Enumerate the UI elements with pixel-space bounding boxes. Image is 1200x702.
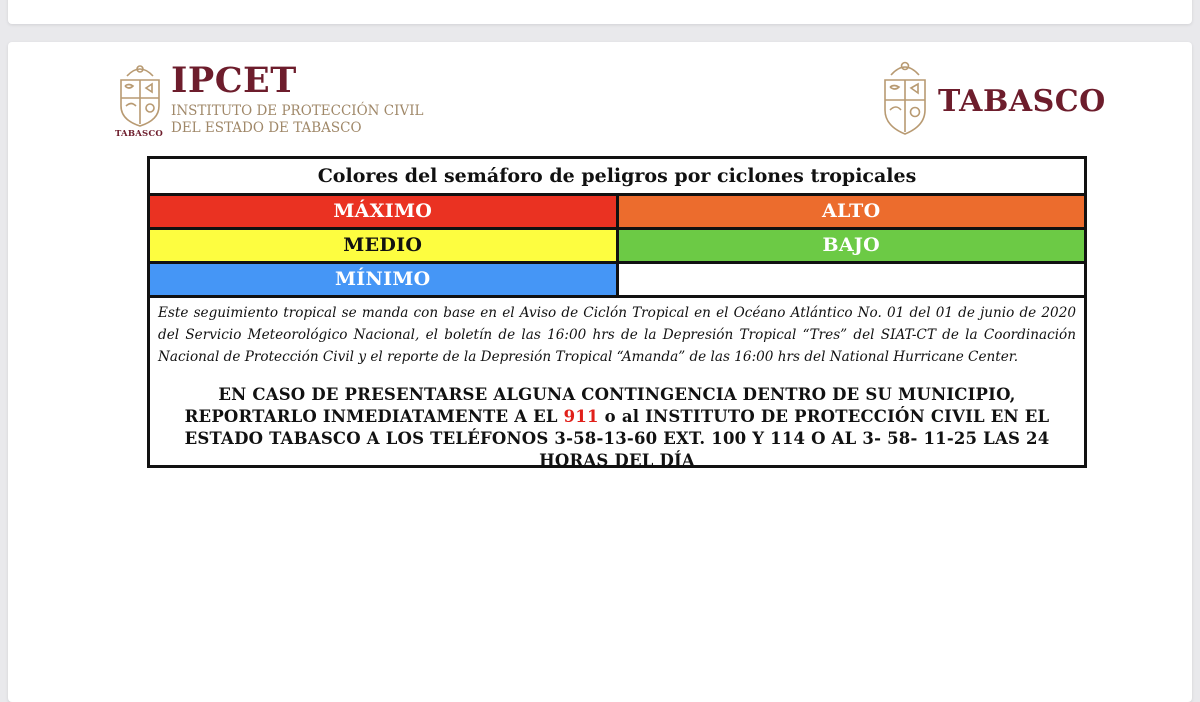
level-medio: MEDIO <box>150 230 619 261</box>
ipcet-logo <box>113 62 443 142</box>
level-alto: ALTO <box>619 196 1085 227</box>
tabasco-coat-of-arms-icon <box>878 58 932 136</box>
crest-caption: TABASCO <box>115 129 163 139</box>
ipcet-subtitle-line1: INSTITUTO DE PROTECCIÓN CIVIL <box>171 103 424 119</box>
tabasco-logo <box>878 58 1106 138</box>
alert-text-part2: o al INSTITUTO DE PROTECCIÓN CIVIL EN EL ESTADO TABASCO A LOS TELÉFONOS 3-58-13-60 EXT. 100 Y 114 O AL 3- 58- 11-25 LAS 24 HORAS DEL DÍA <box>184 407 1050 470</box>
hazard-legend-table <box>147 156 1087 468</box>
level-bajo: BAJO <box>619 230 1085 261</box>
legend-title: Colores del semáforo de peligros por ciclones tropicales <box>150 159 1084 196</box>
legend-row-2 <box>150 230 1084 264</box>
previous-page-edge <box>8 0 1192 24</box>
level-empty-cell <box>619 264 1085 295</box>
ipcet-subtitle-line2: DEL ESTADO DE TABASCO <box>171 120 362 136</box>
tabasco-title: TABASCO <box>938 84 1106 119</box>
tabasco-coat-of-arms-icon <box>113 62 167 128</box>
emergency-number: 911 <box>563 407 599 426</box>
contingency-alert <box>150 384 1084 472</box>
document-page <box>8 42 1192 702</box>
ipcet-title: IPCET <box>171 60 297 101</box>
source-note: Este seguimiento tropical se manda con base en el Aviso de Ciclón Tropical en el Océano Atlántico No. 01 del 01 de junio de 2020 del Servicio Meteorológico Nacional, el boletín de las 16:00 hrs de la Depresión Tropical “Tres” del SIAT-CT de la Coordinación Nacional de Protección Civil y el reporte de la Depresión Tropical “Amanda” de las 16:00 hrs del National Hurricane Center. <box>158 305 1076 365</box>
level-minimo: MÍNIMO <box>150 264 619 295</box>
alert-text-part1: EN CASO DE PRESENTARSE ALGUNA CONTINGENCIA DENTRO DE SU MUNICIPIO, REPORTARLO INMEDIATAMENTE A EL <box>184 385 1016 426</box>
level-maximo: MÁXIMO <box>150 196 619 227</box>
legend-row-3 <box>150 264 1084 298</box>
legend-row-1 <box>150 196 1084 230</box>
